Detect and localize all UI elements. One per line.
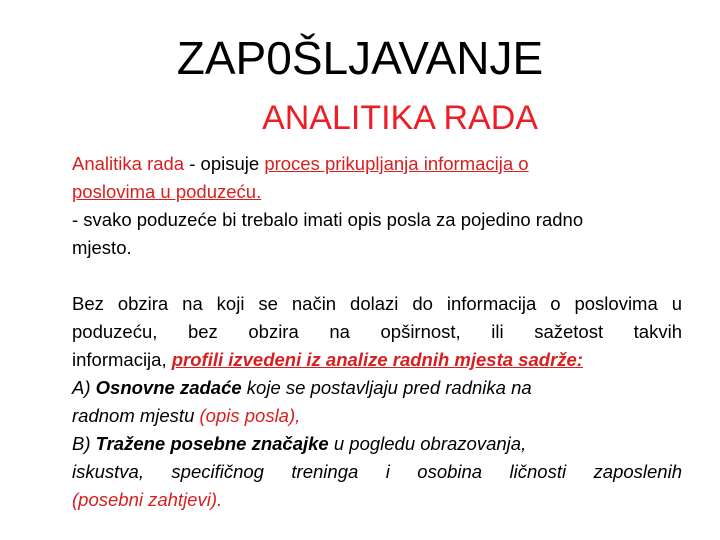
profiles-highlight: profili izvedeni iz analize radnih mjesta sadrže: (171, 349, 583, 370)
profiles-line-3-prefix: informacija, (72, 349, 172, 370)
item-b-bold: Tražene posebne značajke (95, 433, 329, 454)
item-b-prefix: B) (72, 433, 96, 454)
definition-underlined-2: poslovima u poduzeću. (72, 181, 262, 202)
term-label: Analitika rada (72, 153, 185, 174)
profiles-line-1: Bez obzira na koji se način dolazi do informacija o poslovima u (72, 293, 682, 314)
definition-underlined-1: proces prikupljanja informacija o (264, 153, 529, 174)
item-a-rest: koje se postavljaju pred radnika na (241, 377, 532, 398)
profiles-line-2: poduzeću, bez obzira na opširnost, ili sažetost takvih (72, 321, 682, 342)
item-a-prefix: A) (72, 377, 96, 398)
item-a (72, 374, 682, 402)
definition-paragraph (72, 150, 682, 262)
profiles-paragraph (72, 290, 682, 514)
item-a-line-2 (72, 402, 682, 430)
section-subtitle: ANALITIKA RADA (262, 99, 538, 137)
item-b (72, 430, 682, 458)
item-b-line-2: iskustva, specifičnog treninga i osobina ličnosti zaposlenih (72, 461, 682, 482)
item-a-line-2-text: radnom mjestu (72, 405, 200, 426)
profiles-line-3 (72, 346, 682, 374)
definition-line-1 (72, 150, 682, 178)
definition-line-3: - svako poduzeće bi trebalo imati opis posla za pojedino radno (72, 209, 584, 230)
item-a-bold: Osnovne zadaće (95, 377, 242, 398)
dash-text: - opisuje (184, 153, 265, 174)
page-title: ZAP0ŠLJAVANJE (176, 32, 544, 84)
item-b-red: (posebni zahtjevi). (72, 489, 223, 510)
item-a-red: (opis posla), (199, 405, 301, 426)
definition-line-4: mjesto. (72, 237, 132, 258)
item-b-rest: u pogledu obrazovanja, (328, 433, 527, 454)
